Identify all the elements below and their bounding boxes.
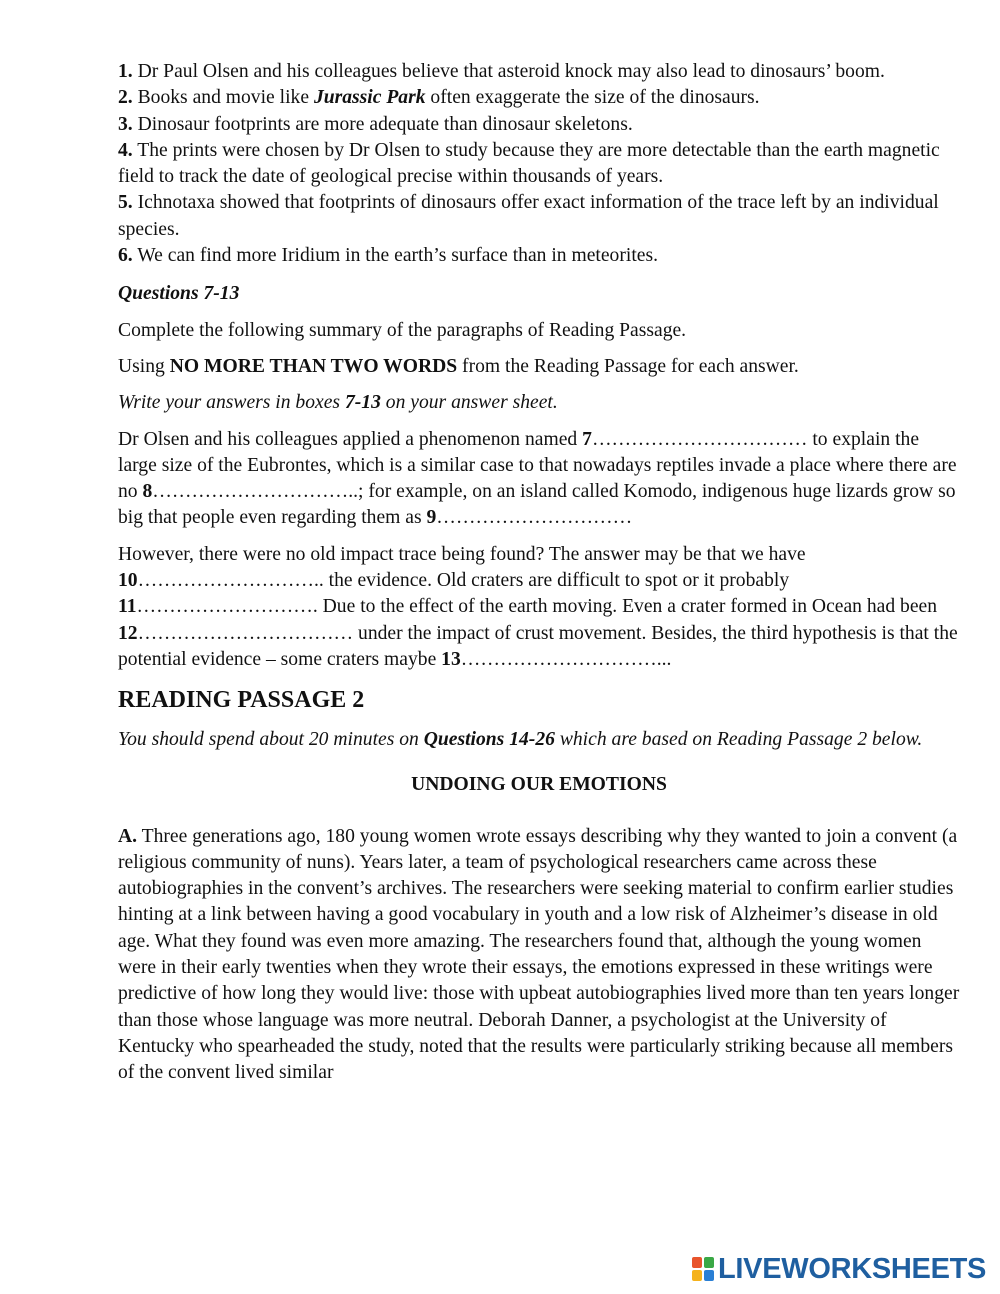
logo-mark-icon [692, 1257, 714, 1281]
gap-number-12: 12 [118, 622, 138, 644]
paragraph-label: A. [118, 825, 138, 847]
statements-list [118, 59, 960, 269]
statement-text: The prints were chosen by Dr Olsen to study because they are more detectable than the earth magnetic field to track the date of geological precise within thousands of years. [118, 139, 940, 188]
answer-gap-7[interactable]: …………………………… to [591, 428, 828, 450]
statement-text: Dinosaur footprints are more adequate than dinosaur skeletons. [132, 113, 633, 135]
statement-number: 1. [118, 61, 133, 82]
passage-2-intro: You should spend about 20 minutes on Questions 14-26 which are based on Reading Passage 2 below. [118, 729, 923, 751]
statement-text: often exaggerate the size of the dinosaurs. [425, 87, 760, 109]
answer-gap-9[interactable]: ………………………… [436, 507, 633, 529]
answer-gap-8[interactable]: …………………………..; for example, on an island called Komodo, indigenous huge lizards grow so big that people even regarding them as [118, 481, 956, 529]
statement-5 [118, 190, 960, 243]
statement-number: 6. [118, 245, 133, 267]
statement-number: 2. [118, 87, 133, 109]
statement-number: 5. [118, 192, 133, 214]
statement-6 [118, 243, 960, 269]
statement-2 [118, 85, 960, 111]
answer-gap-12[interactable]: …………………………… under the impact of crust movement. Besides, the third hypothesis is that the potential evidence – some craters maybe [118, 622, 958, 670]
gap-number-10: 10 [118, 570, 138, 592]
paragraph-text: Three generations ago, 180 young women wrote essays describing why they wanted to join a convent (a religious community of nuns). Years later, a team of psychological researchers came across these autobiographies in the convent’s archives. The researchers were seeking material to confirm earlier studies hinting at a link between having a good vocabulary in youth and a low risk of Alzheimer’s disease in old age. What they found was even more amazing. The researchers found that, although the young women were in their early twenties when they wrote their essays, the emotions expressed in these writings were predictive of how long they would live: those with upbeat autobiographies lived more than ten years longer than those whose language was more neutral. Deborah Danner, a psychologist at the University of Kentucky who spearheaded the study, noted that the results were particularly striking because all members of the convent lived similar [118, 825, 960, 1084]
gap-number-9: 9 [426, 507, 437, 529]
gap-number-7: 7 [582, 428, 592, 450]
answer-gap-11[interactable]: ………………………. Due to the effect of the earth moving. Even a crater formed in Ocean had been [136, 596, 938, 618]
statement-3 [118, 112, 960, 138]
gap-number-13: 13 [441, 648, 461, 670]
statement-number: 4. [118, 139, 133, 161]
statement-text: Books and movie like [132, 87, 314, 109]
passage-title: UNDOING OUR EMOTIONS [411, 774, 667, 796]
statement-number: 3. [118, 113, 133, 135]
summary-paragraph-1: Dr Olsen and his colleagues applied a phenomenon named 7…………………………… to explain the large size of the Eubrontes, which is a similar case to that nowadays reptiles invade a place where there are no 8…………………………..; for example, on an island called Komodo, indigenous huge lizards grow so big that people even regarding them as 9………………………… [118, 428, 957, 529]
logo-text: LIVEWORKSHEETS [718, 1252, 987, 1285]
movie-title: Jurassic Park [313, 87, 426, 109]
instruction-answer-boxes: Write your answers in boxes 7-13 on your answer sheet. [118, 392, 558, 414]
statement-1 [118, 59, 960, 85]
questions-7-13-heading: Questions 7-13 [118, 283, 240, 305]
statement-text: Dr Paul Olsen and his colleagues believe that asteroid knock may also lead to dinosaurs’ boom. [132, 61, 885, 82]
instruction-complete-summary: Complete the following summary of the paragraphs of Reading Passage. [118, 319, 687, 341]
instruction-word-limit: Using NO MORE THAN TWO WORDS from the Reading Passage for each answer. [118, 355, 799, 377]
statement-text: We can find more Iridium in the earth’s surface than in meteorites. [132, 245, 658, 267]
answer-gap-13[interactable]: …………………………... [460, 648, 672, 670]
summary-paragraph-2: However, there were no old impact trace being found? The answer may be that we have 10……………………….. the evidence. Old craters are difficult to spot or it probably 11………………………. Due to the effect of the earth moving. Even a crater formed in Ocean had been 12…………………………… under the impact of crust movement. Besides, the third hypothesis is that the potential evidence – some craters maybe 13…………………………... [118, 543, 958, 670]
statement-text: Ichnotaxa showed that footprints of dinosaurs offer exact information of the trace left by an individual species. [118, 192, 939, 240]
answer-gap-10[interactable]: ……………………….. the evidence. Old craters are difficult to spot or it probably [137, 570, 790, 592]
statement-4 [118, 138, 960, 191]
reading-passage-2-heading: READING PASSAGE 2 [118, 687, 365, 714]
liveworksheets-logo [692, 1252, 986, 1286]
gap-number-8: 8 [142, 481, 153, 503]
worksheet-page [118, 59, 960, 1087]
paragraph-a [118, 824, 960, 1087]
gap-number-11: 11 [118, 596, 137, 618]
